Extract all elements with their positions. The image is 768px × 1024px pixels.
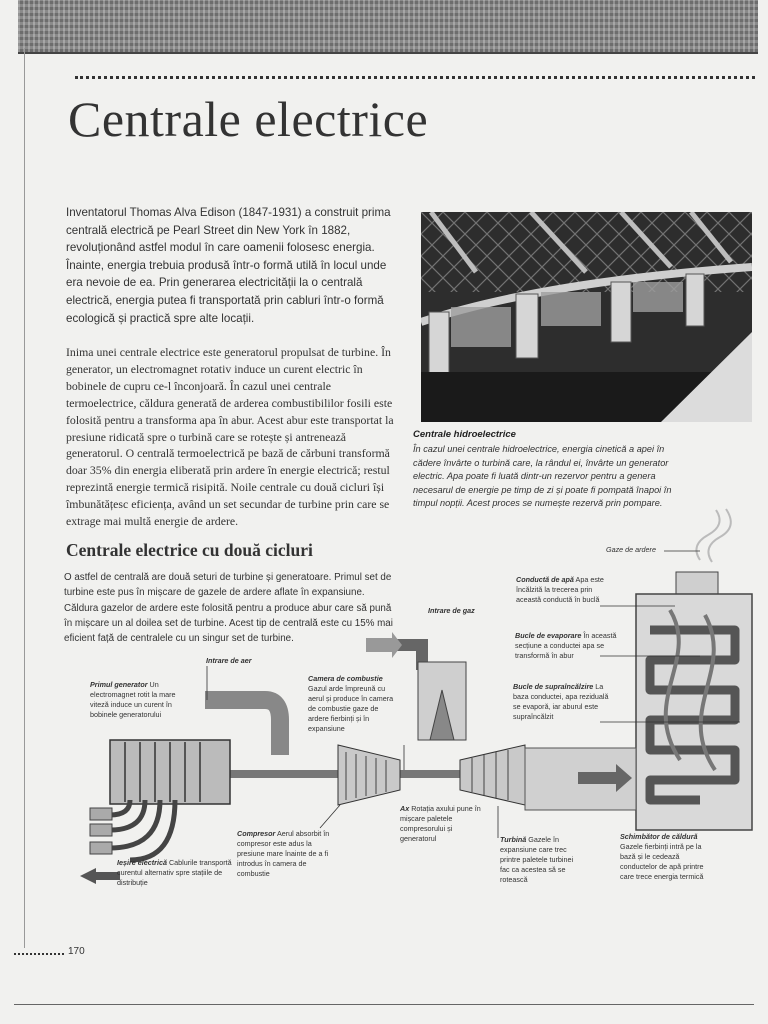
bottom-rule [14, 1004, 754, 1005]
label-camera-combustie: Camera de combustie Gazul arde împreună cu aerul și produce în camera de combustie gaze de ardere fierbinți și în expansiune [308, 674, 394, 733]
label-iesire-electrica: Ieșire electrică Cablurile transportă curentul alternativ spre stațiile de distribuție [117, 858, 232, 887]
section-title: Centrale electrice cu două cicluri [66, 540, 313, 560]
photo-caption-title: Centrale hidroelectrice [413, 429, 516, 440]
label-conducta-apa: Conductă de apă Apa este încălzită la trecerea prin această conductă în buclă [516, 575, 604, 604]
label-bucle-supraincalzire: Bucle de supraîncălzire La baza conductei, apa reziduală se evaporă, iar aburul este supraîncălzit [513, 682, 609, 721]
header-rule [18, 52, 758, 54]
photo-caption: În cazul unei centrale hidroelectrice, energia cinetică a apei în cădere învârte o turbină care, la rândul ei, învârte un generator electric. Apa poate fi luată dintr-un rezervor pentru a genera necesarul de energie pe timp de zi și poate fi pompată înapoi în timpul nopții. Acest proces se numește rezervă prin pompare. [413, 444, 672, 509]
intro-paragraph: Inventatorul Thomas Alva Edison (1847-1931) a construit prima centrală electrică pe Pearl Street din New York în 1882, revoluționând astfel modul în care oamenii folosesc energia. Înainte, energia trebuia produsă într-o formă utilă în locul unde era nevoie de ea. Prin generarea electricității la o centrală electrică, energia putea fi transportată prin cabluri într-o formă ecologică și practică spre alte locații. [66, 206, 391, 325]
label-ax: Ax Rotația axului pune în mișcare paletele compresorului și generatorul [400, 804, 481, 843]
label-schimbator-caldura: Schimbător de căldură Gazele fierbinți intră pe la bază și le cedează conductelor de apă printre care trece energia termică [620, 832, 704, 881]
section-paragraph: O astfel de centrală are două seturi de turbine și generatoare. Primul set de turbine este pus în mișcare de gazele de ardere aflate în expansiune. Căldura gazelor de ardere este folosită pentru a produce abur care să pună în mișcare un al doilea set de turbine. Acest tip de centrală este cu 15% mai eficient față de centralele cu un singur set de turbine. [64, 572, 393, 645]
label-turbina: Turbină Gazele în expansiune care trec printre paletele turbinei fac ca acestea să se rotească [500, 835, 574, 884]
hydroelectric-photo [421, 212, 752, 422]
margin-rule [24, 48, 25, 948]
label-gaze-ardere: Gaze de ardere [606, 545, 656, 554]
footer-dots [14, 953, 64, 955]
dotted-divider [75, 76, 755, 79]
label-compresor: Compresor Aerul absorbit în compresor este adus la presiune mare înainte de a fi introdus în camera de combustie [237, 829, 330, 878]
label-intrare-aer: Intrare de aer [206, 656, 252, 665]
body-paragraph: Inima unei centrale electrice este generatorul propulsat de turbine. În generator, un electromagnet rotativ induce un curent electric în bobinele de cupru ce-l înconjoară. În cazul unei centrale termoelectrice, căldura generată de arderea combustibililor fosili este folosită pentru a transforma apa în abur. Acest abur este transportat la presiune ridicată spre o turbină care se rotește și antrenează generatorul. O centrală termoelectrică pe bază de cărbuni transformă doar 35% din energia eliberată prin ardere în energie electrică; restul reprezintă energie termică risipită. Noile centrale cu două cicluri își îmbunătățesc eficiența, având un set secundar de turbine prin care se extrage mai multă energie de ardere. [66, 345, 394, 529]
page-number: 170 [68, 946, 85, 957]
header-texture-bar [18, 0, 758, 52]
label-bucle-evaporare: Bucle de evaporare În această secțiune a conductei apa se transformă în abur [515, 631, 617, 660]
page-title: Centrale electrice [68, 91, 429, 147]
label-intrare-gaz: Intrare de gaz [428, 606, 475, 615]
label-primul-generator: Primul generator Un electromagnet rotit la mare viteză induce un curent în bobinele generatorului [90, 680, 176, 719]
